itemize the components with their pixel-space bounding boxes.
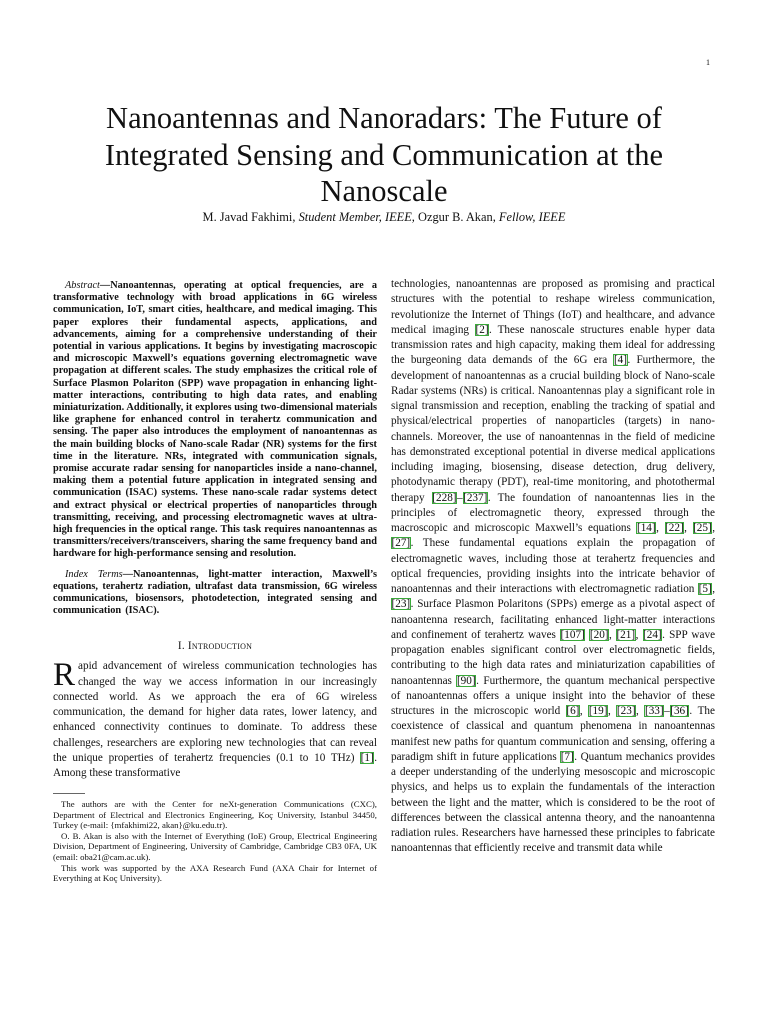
body-text: . Quantum mechanics provides a deeper understanding of the underlying mesoscopic and microscopic physics, and helps us to explain the fundamentals of the interaction between the light and the matter, which is considered to be the root of differences between the classical antenna theory, and the nanoantenna radiation rules. Researchers have harnessed these principles to fabricate nanoantennas that efficiently receive and transmit data while	[391, 750, 715, 855]
abstract-label: Abstract	[65, 280, 100, 291]
citation-link[interactable]: [20]	[589, 628, 609, 641]
author-membership: Fellow, IEEE	[498, 210, 566, 224]
citation-link[interactable]: [6]	[566, 705, 580, 717]
page-number: 1	[706, 58, 710, 67]
body-text: –	[664, 705, 670, 717]
footnote: O. B. Akan is also with the Internet of Everything (IoE) Group, Electrical Engineering Division, Department of Engineering, University of Cambridge, Cambridge CB3 0FA, UK (email: oba21@cam.ac.uk).	[53, 830, 377, 863]
body-text: –	[457, 491, 463, 504]
body-text: . SPP wave propagation enables significant control over electromagnetic fields, contributing to the high data rates and miniaturization capabilities of nanoantennas	[391, 628, 716, 687]
intro-text: . Among these transformative	[53, 751, 377, 779]
author-name: M. Javad Fakhimi,	[202, 210, 296, 224]
body-text: ,	[607, 705, 617, 717]
citation-link[interactable]: [5]	[698, 583, 712, 595]
citation-link[interactable]: [33]	[644, 705, 664, 717]
section-number: I.	[177, 640, 185, 653]
body-text: ,	[684, 522, 693, 534]
index-terms-label: Index Terms	[65, 568, 123, 580]
body-text: ,	[656, 522, 665, 534]
citation-link[interactable]: [22]	[665, 522, 684, 534]
footnote: The authors are with the Center for neXt-generation Communications (CXC), Department of Electrical and Electronics Engineering, Koç University, Istanbul 34450, Turkey (e-mail: {mfakhimi22, akan}@ku.edu.tr).	[53, 799, 377, 831]
abstract	[53, 280, 377, 561]
index-terms	[53, 569, 377, 618]
section-heading	[53, 640, 377, 652]
body-text: ,	[635, 628, 643, 641]
author-membership: Student Member, IEEE,	[298, 210, 415, 224]
citation-link[interactable]: [107]	[560, 628, 585, 641]
right-column	[391, 277, 715, 857]
author-name: Ozgur B. Akan,	[418, 210, 496, 224]
citation-link[interactable]: [1]	[360, 751, 374, 764]
citation-link[interactable]: [14]	[636, 522, 656, 534]
citation-link[interactable]: [23]	[391, 598, 411, 611]
citation-link[interactable]: [228]	[432, 491, 457, 504]
abstract-text: —Nanoantennas, operating at optical frequencies, are a transformative technology with broad applications in 6G wireless communication, IoT, smart cities, healthcare, and medical imaging. This paper explores their fundamental aspects, applications, and advancements, aiming for a comprehensive understanding of their potential in various applications. It begins by investigating macroscopic and microscopic Maxwell’s equations governing electromagnetic wave propagation at different scales. The study emphasizes the critical role of Surface Plasmon Polariton (SPP) wave propagation in enhancing light-matter interactions, contributing to high data rates, and enabling miniaturization. Additionally, it explores using two-dimensional materials like graphene for enhanced control in terahertz communication and sensing. The paper also introduces the employment of nanoantennas as the main building blocks of Nano-scale Radar (NR) systems for the first time in the literature. NRs, integrated with communication signals, promise accurate radar sensing for nanoparticles inside a nano-channel, making them a potential future application in integrated sensing and communication (ISAC) systems. These nano-scale radar systems detect and extract physical or electrical properties of nanoparticles through transmitting, receiving, and processing electromagnetic waves at ultra-high frequencies in the optical range. This task requires nanoantennas as transmitters/receivers/transceivers, sharing the same frequency band and hardware for high-performance sensing and resolution.	[53, 280, 377, 560]
body-paragraph	[391, 277, 715, 857]
body-text: ,	[712, 583, 715, 595]
body-text: . Furthermore, the quantum mechanical perspective of nanoantennas offers a unique insight into the behavior of these structures in the microscopic world	[391, 674, 715, 717]
body-text: ,	[609, 628, 616, 641]
citation-link[interactable]: [2]	[475, 323, 489, 336]
citation-link[interactable]: [25]	[693, 522, 712, 534]
section-title: Introduction	[187, 640, 253, 653]
citation-link[interactable]: [21]	[616, 628, 636, 641]
citation-link[interactable]: [90]	[456, 674, 476, 687]
citation-link[interactable]: [27]	[391, 537, 411, 550]
paper-title: Nanoantennas and Nanoradars: The Future of Integrated Sensing and Communication at the Nanoscale	[104, 101, 664, 208]
body-text: . Surface Plasmon Polaritons (SPPs) emerge as a pivotal aspect of nanoantenna research, facilitating enhanced light-matter interactions and confinement of terahertz waves	[391, 598, 715, 641]
body-text: ,	[636, 705, 645, 717]
footnote-divider	[53, 793, 85, 794]
citation-link[interactable]: [19]	[588, 705, 608, 717]
body-text: technologies, nanoantennas are proposed as promising and practical structures with the potential to reshape wireless communication, revolutionize the Internet of Things (IoT) and healthcare, and advance medical imaging	[391, 278, 715, 336]
intro-text: apid advancement of wireless communication technologies has changed the way we access information in our increasingly connected world. As we approach the era of 6G wireless communication, the demand for higher data rates, lower latency, and enhanced connectivity continues to dominate. To address these challenges, researchers are exploring new technologies that can reveal the unique properties of terahertz frequencies (0.1 to 10 THz)	[53, 660, 377, 764]
citation-link[interactable]: [7]	[560, 750, 574, 763]
citation-link[interactable]: [36]	[670, 705, 689, 717]
left-column	[53, 280, 377, 884]
body-text: . These nanoscale structures enable hyper data transmission rates and high capacity, making them ideal for addressing the burgeoning data demands of the 6G era	[391, 323, 715, 367]
citation-link[interactable]: [237]	[463, 491, 488, 504]
introduction-paragraph	[53, 659, 377, 781]
citation-link[interactable]: [4]	[613, 354, 627, 367]
author-line	[60, 210, 708, 225]
body-text: . Furthermore, the development of nanoantennas as a crucial building block of Nano-scale Radar systems (NRs) is critical. Nanoantennas play a significant role in signal transmission and reception, enabling the tracking of spatial and physical/electrical properties of nanoparticles (targets) in nano-channels. Moreover, the use of nanoantennas in the field of medicine has demonstrated exceptional potential in diverse medical applications including imaging, biosensing, disease detection, drug delivery, photodynamic therapy (PDT), real-time monitoring, and photothermal therapy	[391, 354, 716, 504]
body-text: ,	[712, 522, 716, 534]
body-text: . The foundation of nanoantennas lies in the principles of electromagnetic theory, expressed through the macroscopic and microscopic Maxwell’s equations	[391, 491, 715, 534]
citation-link[interactable]: [23]	[616, 705, 636, 717]
body-text: . The coexistence of classical and quantum phenomena in nanoantennas manifest new paths for quantum communication and sensing, offering a paradigm shift in future applications	[391, 705, 715, 763]
footnote: This work was supported by the AXA Research Fund (AXA Chair for Internet of Everything at Koç University).	[53, 862, 377, 884]
body-text: . These fundamental equations explain the propagation of electromagnetic waves, including those at terahertz frequencies and optical frequencies, providing insights into the intricate behavior of nanoantennas and their interactions with electromagnetic radiation	[391, 537, 715, 595]
citation-link[interactable]: [24]	[643, 628, 662, 641]
body-text: ,	[579, 705, 589, 717]
drop-cap: R	[53, 657, 76, 694]
index-terms-text: —Nanoantennas, light-matter interaction, Maxwell’s equations, terahertz radiation, ultrafast data transmission, 6G wireless communications, biosensors, photodetection, integrated sensing and communication (ISAC).	[53, 568, 377, 617]
